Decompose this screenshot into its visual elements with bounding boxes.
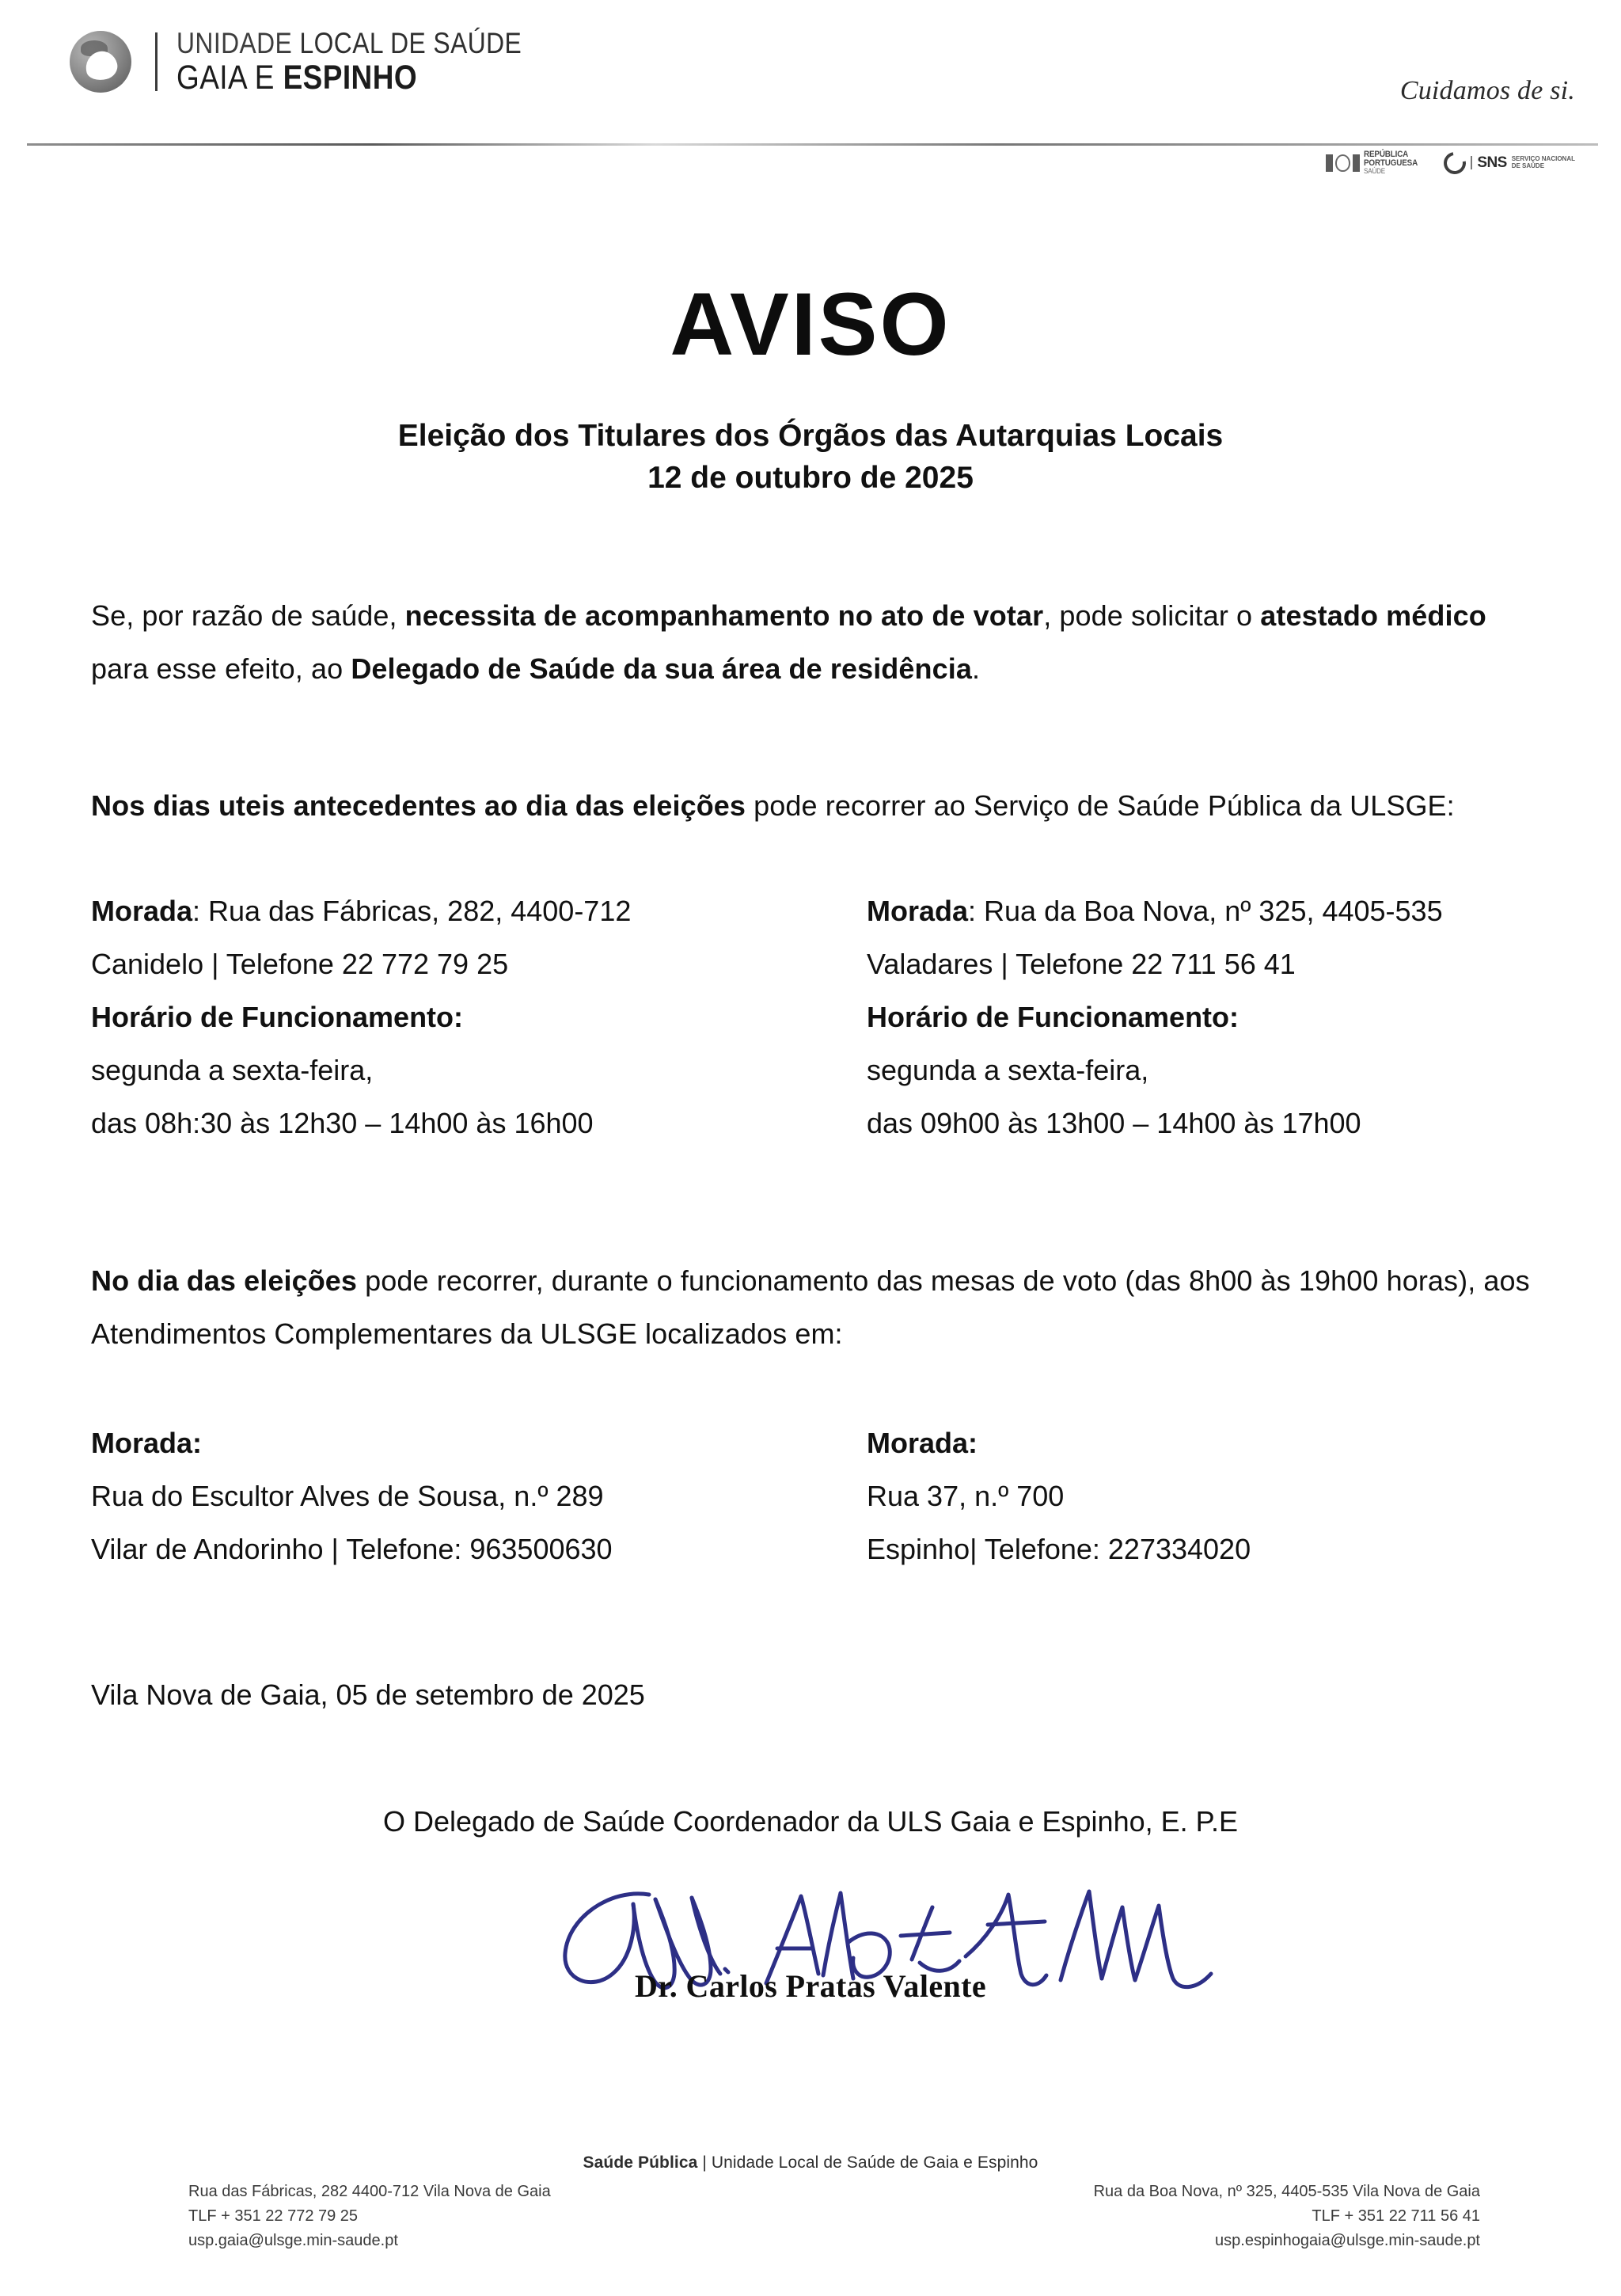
tagline: Cuidamos de si. [1399, 76, 1575, 105]
logo-line1-light: UNIDADE [177, 27, 300, 59]
page-title: AVISO [670, 275, 951, 374]
p1-text-2: , pode solicitar o [1043, 599, 1261, 632]
logo-divider [155, 32, 158, 91]
office-2-hours-times: das 09h00 às 13h00 – 14h00 às 17h00 [867, 1106, 1361, 1139]
office-espinho [867, 1417, 1546, 1576]
office-2-hours-label: Horário de Funcionamento: [867, 1000, 1239, 1033]
portugal-flag-icon [1326, 154, 1360, 172]
office-2-location-phone: Valadares | Telefone 22 711 56 41 [867, 947, 1296, 980]
p1-text-3: para esse efeito, ao [91, 652, 351, 685]
paragraph-weekdays-before [91, 780, 1546, 833]
p1-bold-2: atestado médico [1260, 599, 1486, 632]
office-1-hours-label: Horário de Funcionamento: [91, 1000, 464, 1033]
footer-right-email: usp.espinhogaia@ulsge.min-saude.pt [1215, 2232, 1480, 2249]
comp-office-2-street: Rua 37, n.º 700 [867, 1479, 1065, 1512]
uls-circle-icon [70, 31, 131, 93]
office-1-hours-days: segunda a sexta-feira, [91, 1053, 374, 1086]
footer-title-bold: Saúde Pública [583, 2153, 698, 2172]
comp-office-2-location-phone: Espinho| Telefone: 227334020 [867, 1532, 1251, 1565]
public-health-offices-list [91, 885, 1546, 1150]
footer-left-email: usp.gaia@ulsge.min-saude.pt [188, 2232, 398, 2249]
footer-left-line-2: TLF + 351 22 772 79 25 [188, 2207, 359, 2225]
sns-sub-line2: DE SAÚDE [1511, 162, 1545, 169]
sns-wordmark: SNS [1477, 154, 1507, 171]
office-vilar-de-andorinho [91, 1417, 867, 1576]
office-1-morada-label: Morada [91, 895, 193, 927]
footer-title [0, 2153, 1621, 2172]
republica-line2: PORTUGUESA [1363, 158, 1418, 169]
paragraph-election-day [91, 1255, 1546, 1360]
place-and-date: Vila Nova de Gaia, 05 de setembro de 2025 [91, 1678, 645, 1711]
footer-contact-gaia [188, 2180, 551, 2253]
office-canidelo [91, 885, 867, 1150]
p2-bold-1: Nos dias uteis antecedentes ao dia das eleições [91, 789, 746, 822]
organization-logo [70, 29, 578, 95]
sns-sub-line1: SERVIÇO NACIONAL [1511, 155, 1575, 163]
logo-line2-light: GAIA E [177, 59, 283, 97]
republica-portuguesa-logo [1326, 150, 1424, 176]
footer-right-line-1: Rua da Boa Nova, nº 325, 4405-535 Vila Nova de Gaia [1093, 2183, 1480, 2200]
logo-line1-rest: LOCAL DE SAÚDE [299, 27, 522, 59]
p3-bold-1: No dia das eleições [91, 1264, 358, 1297]
office-1-location-phone: Canidelo | Telefone 22 772 79 25 [91, 947, 509, 980]
office-1-hours-times: das 08h:30 às 12h30 – 14h00 às 16h00 [91, 1106, 594, 1139]
signer-name: Dr. Carlos Pratas Valente [634, 1968, 987, 2004]
footer-contact-espinho [1094, 2180, 1480, 2253]
comp-office-1-street: Rua do Escultor Alves de Sousa, n.º 289 [91, 1479, 604, 1512]
subtitle-line-2: 12 de outubro de 2025 [647, 460, 974, 495]
office-2-morada-value: : Rua da Boa Nova, nº 325, 4405-535 [968, 895, 1443, 927]
footer-left-line-1: Rua das Fábricas, 282 4400-712 Vila Nova de Gaia [188, 2183, 551, 2200]
footer-right-line-2: TLF + 351 22 711 56 41 [1312, 2207, 1480, 2225]
p2-text-1: pode recorrer ao Serviço de Saúde Pública da ULSGE: [746, 789, 1455, 822]
office-2-hours-days: segunda a sexta-feira, [867, 1053, 1149, 1086]
paragraph-medical-certificate [91, 590, 1546, 695]
logo-wordmark [177, 29, 578, 95]
comp-office-1-morada-label: Morada: [91, 1427, 203, 1459]
government-logos [1326, 150, 1575, 176]
complementary-offices-list [91, 1417, 1546, 1576]
logo-line2-bold: ESPINHO [283, 59, 418, 97]
document-footer [0, 2153, 1621, 2251]
p1-bold-1: necessita de acompanhamento no ato de votar [404, 599, 1044, 632]
comp-office-2-morada-label: Morada: [867, 1427, 978, 1459]
republica-line3: SAÚDE [1363, 167, 1385, 176]
document-header [0, 0, 1621, 198]
office-1-morada-value: : Rua das Fábricas, 282, 4400-712 [192, 895, 632, 927]
office-valadares [867, 885, 1546, 1150]
header-divider-rule [27, 143, 1598, 146]
sns-swirl-icon [1440, 147, 1471, 178]
comp-office-1-location-phone: Vilar de Andorinho | Telefone: 963500630 [91, 1532, 613, 1565]
page-subtitle [0, 416, 1621, 499]
footer-title-rest: | Unidade Local de Saúde de Gaia e Espinho [697, 2153, 1038, 2172]
sns-logo [1444, 152, 1575, 174]
republica-line1: REPÚBLICA [1363, 150, 1408, 159]
signer-role: O Delegado de Saúde Coordenador da ULS Gaia e Espinho, E. P.E [382, 1805, 1239, 1838]
office-2-morada-label: Morada [867, 895, 969, 927]
p3-text-1: pode recorrer, durante o funcionamento das mesas de voto (das 8h00 às 19h00 horas), aos Atendimentos Complementares da ULSGE localizados em: [91, 1264, 1530, 1350]
p1-text-1: Se, por razão de saúde, [91, 599, 405, 632]
p1-bold-3: Delegado de Saúde da sua área de residência [351, 652, 972, 685]
p1-text-4: . [971, 652, 981, 685]
subtitle-line-1: Eleição dos Titulares dos Órgãos das Autarquias Locais [397, 419, 1224, 453]
sns-divider [1471, 156, 1472, 169]
